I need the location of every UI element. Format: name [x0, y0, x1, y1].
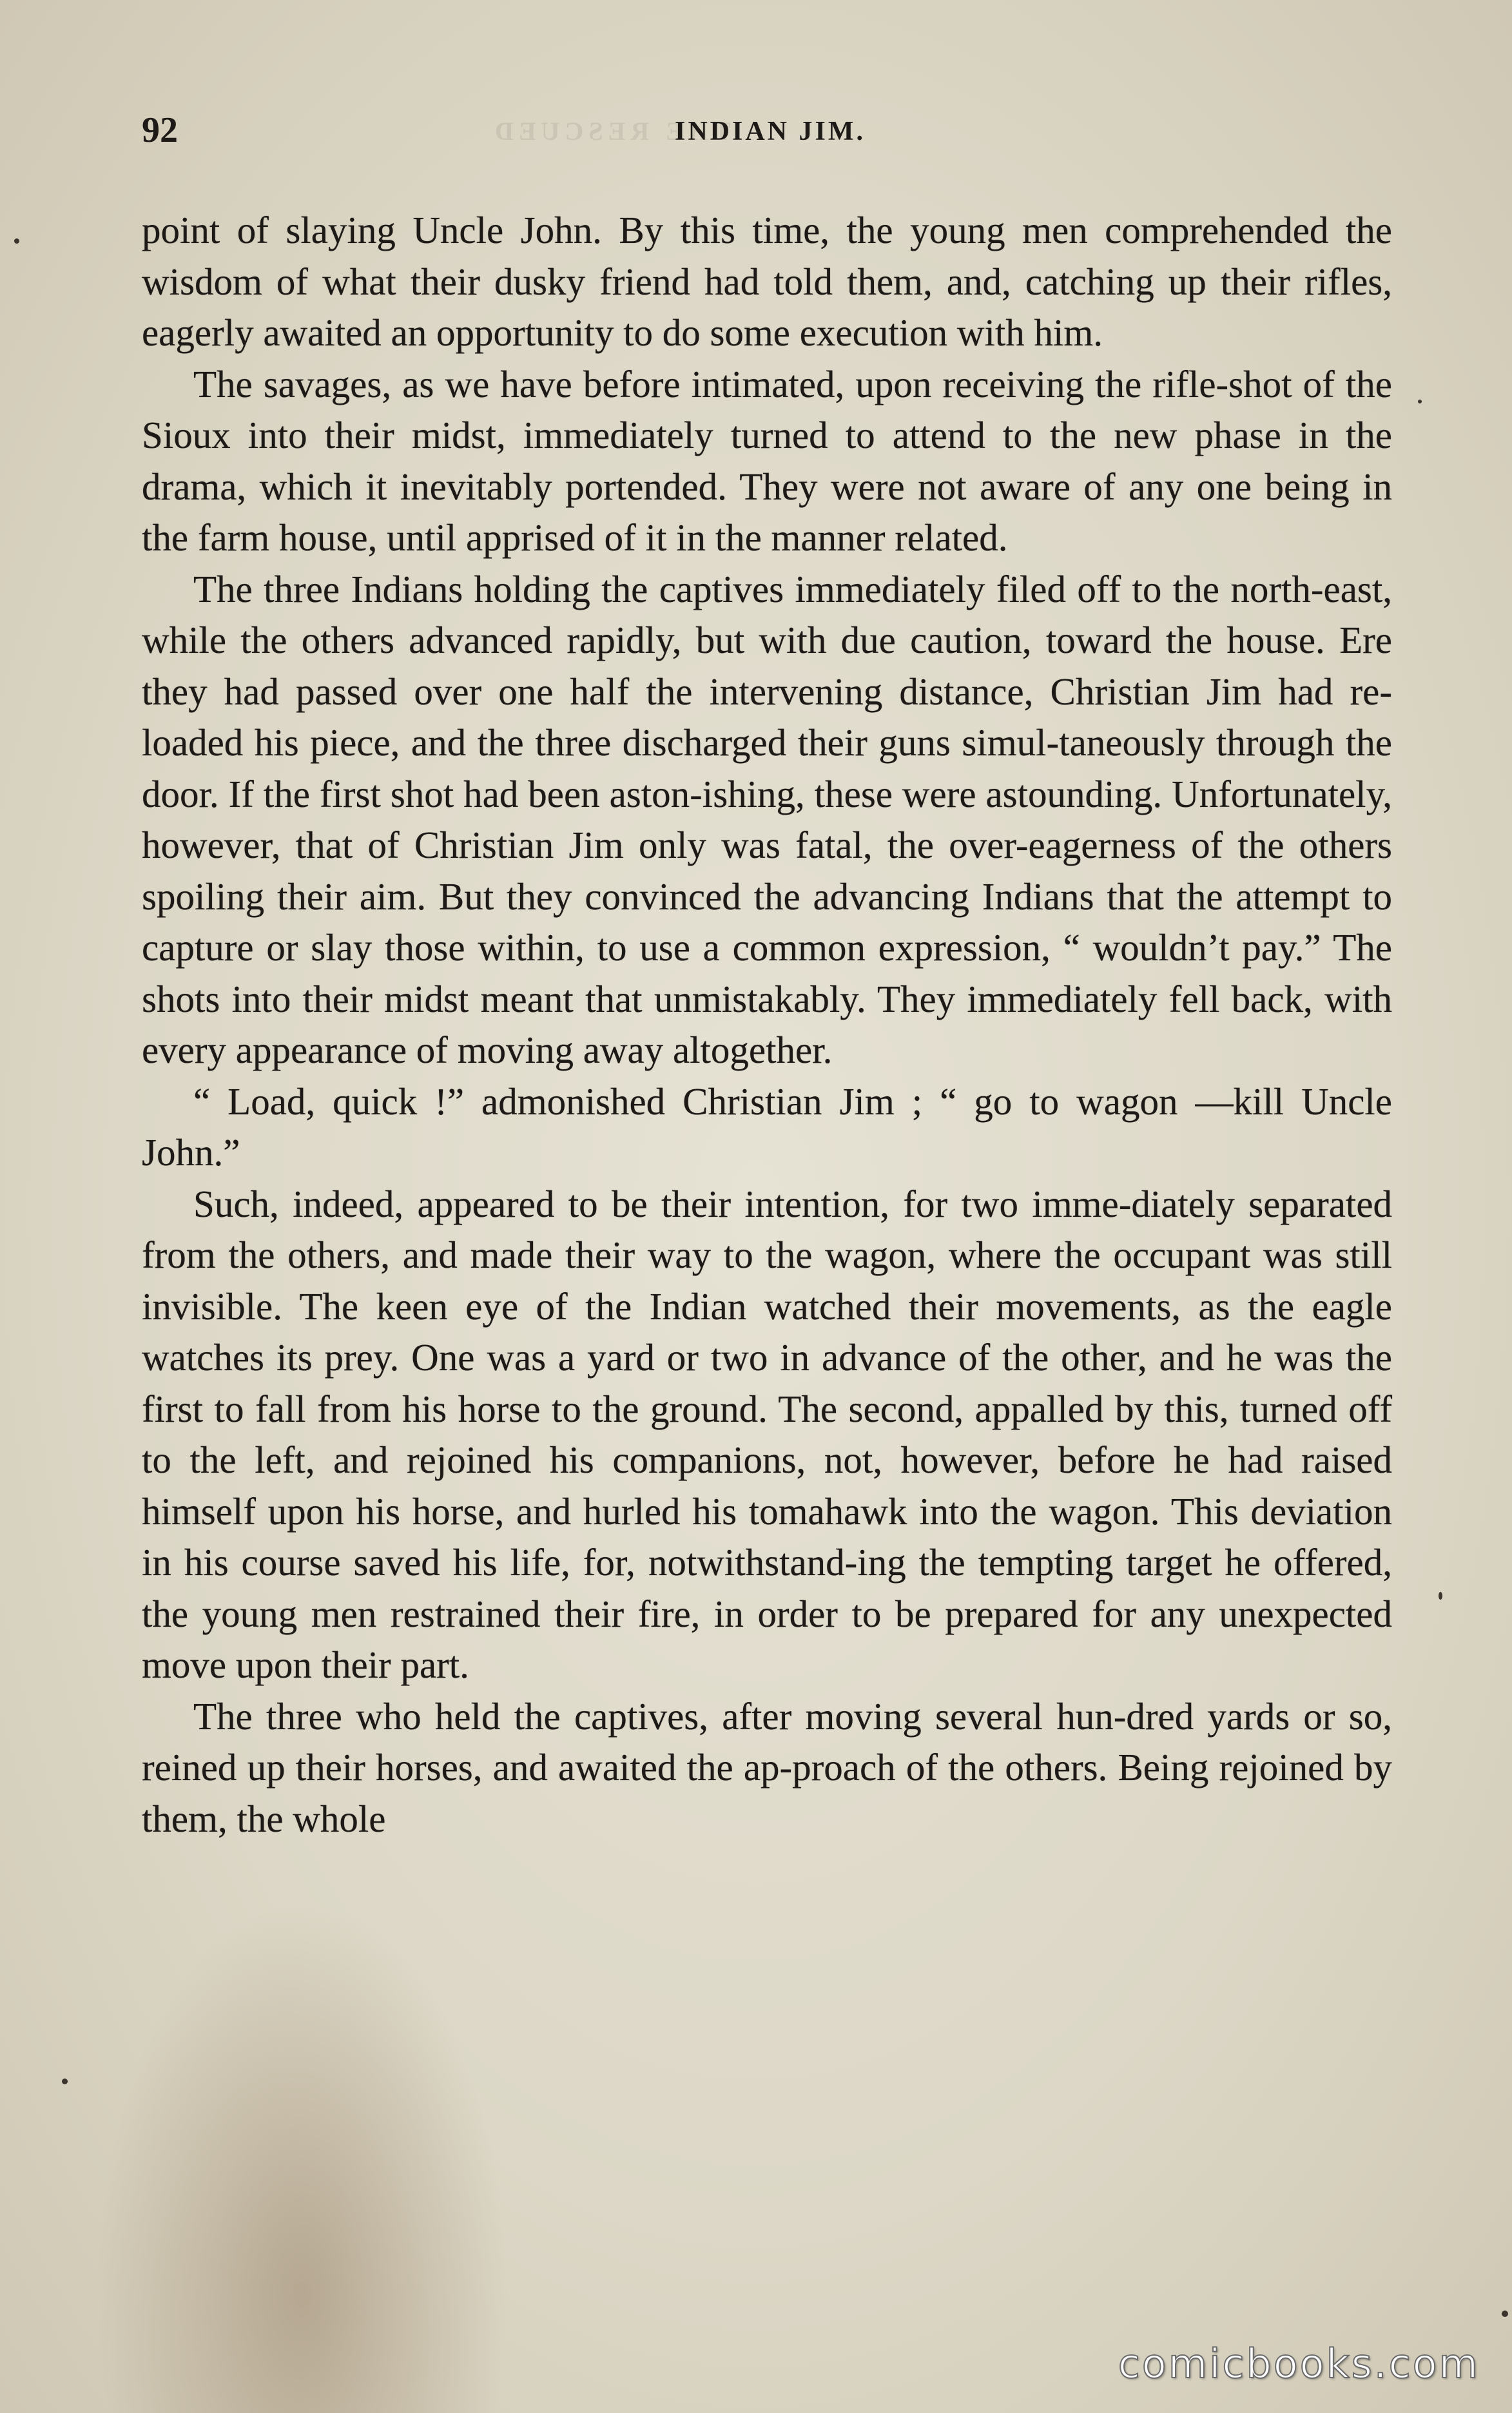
ink-speck [62, 2079, 68, 2084]
paragraph: The savages, as we have before intimated, upon receiving the rifle-shot of the Sioux into their midst, immediately turned to attend to the new phase in the drama, which it inevitably portended. They were not aware of any one being in the farm house, until apprised of it in the manner related. [142, 362, 1392, 559]
ink-speck [1502, 2311, 1508, 2317]
paragraph: point of slaying Uncle John. By this time, the young men comprehended the wisdom of what their dusky friend had told them, and, catching up their rifles, eagerly awaited an opportunity to do some execution with him. [142, 209, 1392, 354]
body-text [142, 205, 1392, 1845]
watermark: comicbooks.com [1118, 2340, 1480, 2387]
bleed-through-text: THE RESCUED [490, 117, 731, 146]
paragraph: The three Indians holding the captives immediately filed off to the north-east, while the others advanced rapidly, but with due caution, toward the house. Ere they had passed over one half the intervening distance, Christian Jim had re-loaded his piece, and the three discharged their guns simul-taneously through the door. If the first shot had been aston-ishing, these were astounding. Unfortunately, however, that of Christian Jim only was fatal, the over-eagerness of the others spoiling their aim. But they convinced the advancing Indians that the attempt to capture or slay those within, to use a common expression, “ wouldn’t pay.” The shots into their midst meant that unmistakably. They immediately fell back, with every appearance of moving away altogether. [142, 567, 1392, 1071]
ink-speck [1418, 400, 1422, 403]
running-head: INDIAN JIM. [675, 117, 866, 146]
ink-speck [14, 238, 19, 244]
ink-speck [1439, 1592, 1442, 1600]
page-number: 92 [142, 110, 178, 150]
paragraph: “ Load, quick !” admonished Christian Jim ; “ go to wagon —kill Uncle John.” [142, 1080, 1392, 1174]
paragraph: The three who held the captives, after moving several hun-dred yards or so, reined up their horses, and awaited the ap-proach of the others. Being rejoined by them, the whole [142, 1694, 1392, 1840]
page-header [142, 110, 1399, 161]
paragraph: Such, indeed, appeared to be their intention, for two imme-diately separated from the others, and made their way to the wagon, where the occupant was still invisible. The keen eye of the Indian watched their movements, as the eagle watches its prey. One was a yard or two in advance of the other, and he was the first to fall from his horse to the ground. The second, appalled by this, turned off to the left, and rejoined his companions, not, however, before he had raised himself upon his horse, and hurled his tomahawk into the wagon. This deviation in his course saved his life, for, notwithstand-ing the tempting target he offered, the young men restrained their fire, in order to be prepared for any unexpected move upon their part. [142, 1182, 1392, 1686]
